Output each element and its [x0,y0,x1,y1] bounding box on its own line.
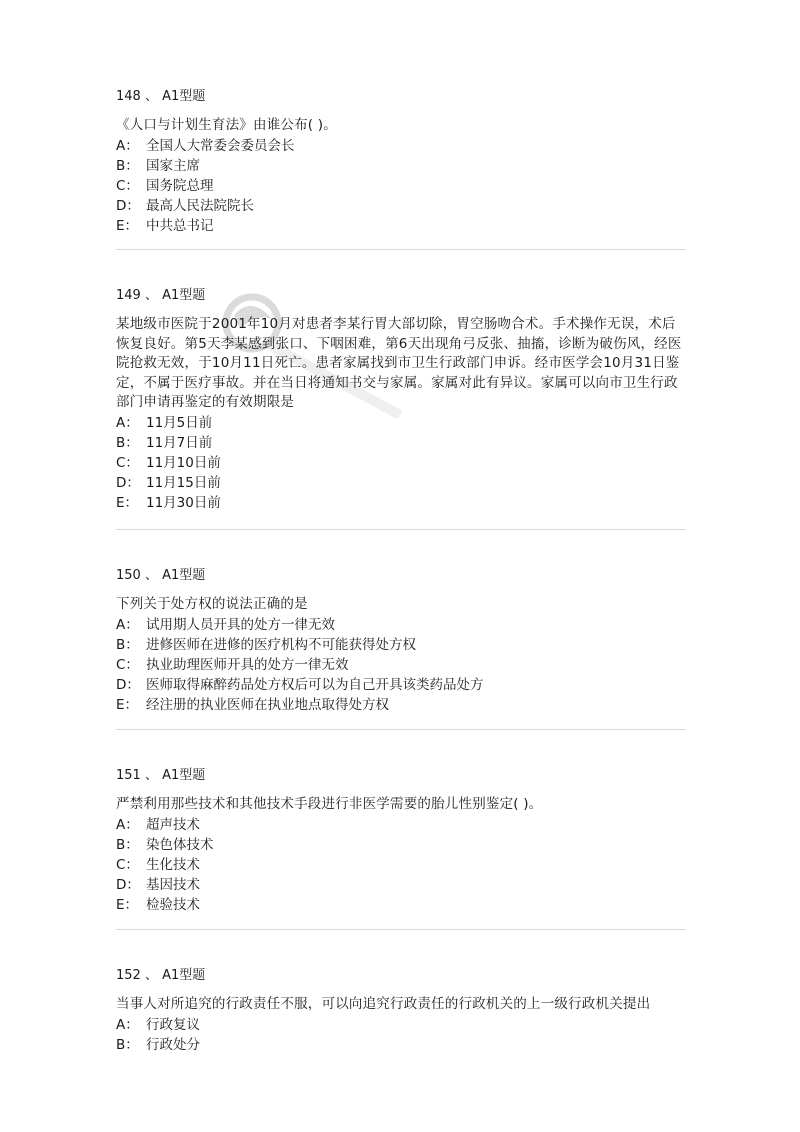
option-text: 行政处分 [146,1036,200,1053]
option-text: 最高人民法院院长 [146,197,254,214]
divider [116,729,686,730]
option-a [116,1015,686,1035]
option-text: 全国人大常委会委员会长 [146,137,295,154]
option-letter: B： [116,836,139,853]
question-text: 当事人对所追究的行政责任不服，可以向追究行政责任的行政机关的上一级行政机关提出 [116,996,651,1012]
question-number: 149 [116,288,141,303]
option-letter: E： [116,896,139,913]
option-d [116,196,686,216]
option-text: 经注册的执业医师在执业地点取得处方权 [146,696,389,713]
question-separator: 、 [144,288,158,303]
option-a [116,815,686,835]
option-b [116,1035,686,1055]
option-text: 生化技术 [146,856,200,873]
option-c [116,453,686,473]
option-letter: B： [116,434,139,451]
option-text: 11月15日前 [146,474,221,491]
question-separator: 、 [144,968,158,983]
option-letter: E： [116,494,139,511]
question-separator: 、 [144,568,158,583]
option-text: 国务院总理 [146,177,214,194]
option-b [116,433,686,453]
question-header [116,287,686,305]
question-type: A1型题 [162,89,206,104]
option-letter: B： [116,157,139,174]
option-letter: D： [116,676,140,693]
option-e [116,493,686,513]
question-separator: 、 [144,89,158,104]
question-header [116,767,686,785]
option-text: 11月10日前 [146,454,221,471]
option-letter: D： [116,474,140,491]
option-letter: D： [116,197,140,214]
question-type: A1型题 [162,968,206,983]
question-header [116,88,686,106]
question-header [116,567,686,585]
option-d [116,875,686,895]
option-letter: B： [116,636,139,653]
option-d [116,675,686,695]
divider [116,929,686,930]
option-letter: C： [116,856,139,873]
option-c [116,176,686,196]
question-type: A1型题 [162,568,206,583]
question-separator: 、 [144,768,158,783]
question-151 [116,767,686,915]
option-e [116,216,686,236]
option-text: 11月30日前 [146,494,221,511]
option-letter: A： [116,414,139,431]
question-text: 某地级市医院于2001年10月对患者李某行胃大部切除，胃空肠吻合术。手术操作无误，术后恢复良好。第5天李某感到张口、下咽困难，第6天出现角弓反张、抽搐，诊断为破伤风，经医院抢救无效，于10月11日死亡。患者家属找到市卫生行政部门申诉。经市医学会10月31日鉴定，不属于医疗事故。并在当日将通知书交与家属。家属对此有异议。家属可以向市卫生行政部门申请再鉴定的有效期限是 [116,316,682,411]
divider [116,249,686,250]
option-a [116,615,686,635]
question-number: 150 [116,568,141,583]
question-number: 151 [116,768,141,783]
option-letter: A： [116,1016,139,1033]
option-letter: C： [116,454,139,471]
option-text: 染色体技术 [146,836,214,853]
option-text: 11月7日前 [146,434,213,451]
option-letter: A： [116,137,139,154]
option-letter: D： [116,876,140,893]
option-d [116,473,686,493]
option-text: 医师取得麻醉药品处方权后可以为自己开具该类药品处方 [146,676,484,693]
option-letter: C： [116,656,139,673]
option-letter: E： [116,217,139,234]
question-type: A1型题 [162,288,206,303]
option-letter: A： [116,816,139,833]
question-header [116,967,686,985]
option-letter: E： [116,696,139,713]
option-text: 执业助理医师开具的处方一律无效 [146,656,349,673]
question-number: 152 [116,968,141,983]
option-text: 中共总书记 [146,217,214,234]
option-letter: B： [116,1036,139,1053]
question-type: A1型题 [162,768,206,783]
option-text: 11月5日前 [146,414,213,431]
question-149 [116,287,686,513]
option-a [116,413,686,433]
option-text: 超声技术 [146,816,200,833]
question-148 [116,88,686,236]
option-a [116,136,686,156]
question-text: 下列关于处方权的说法正确的是 [116,596,308,612]
option-text: 检验技术 [146,896,200,913]
option-text: 试用期人员开具的处方一律无效 [146,616,335,633]
question-text: 《人口与计划生育法》由谁公布( )。 [116,117,337,133]
option-letter: A： [116,616,139,633]
question-text: 严禁利用那些技术和其他技术手段进行非医学需要的胎儿性别鉴定( )。 [116,796,543,812]
option-e [116,695,686,715]
option-text: 行政复议 [146,1016,200,1033]
option-b [116,635,686,655]
option-text: 基因技术 [146,876,200,893]
option-c [116,655,686,675]
option-text: 进修医师在进修的医疗机构不可能获得处方权 [146,636,416,653]
divider [116,529,686,530]
question-number: 148 [116,89,141,104]
option-e [116,895,686,915]
option-c [116,855,686,875]
question-152 [116,967,686,1055]
option-letter: C： [116,177,139,194]
option-text: 国家主席 [146,157,200,174]
option-b [116,835,686,855]
question-150 [116,567,686,715]
option-b [116,156,686,176]
